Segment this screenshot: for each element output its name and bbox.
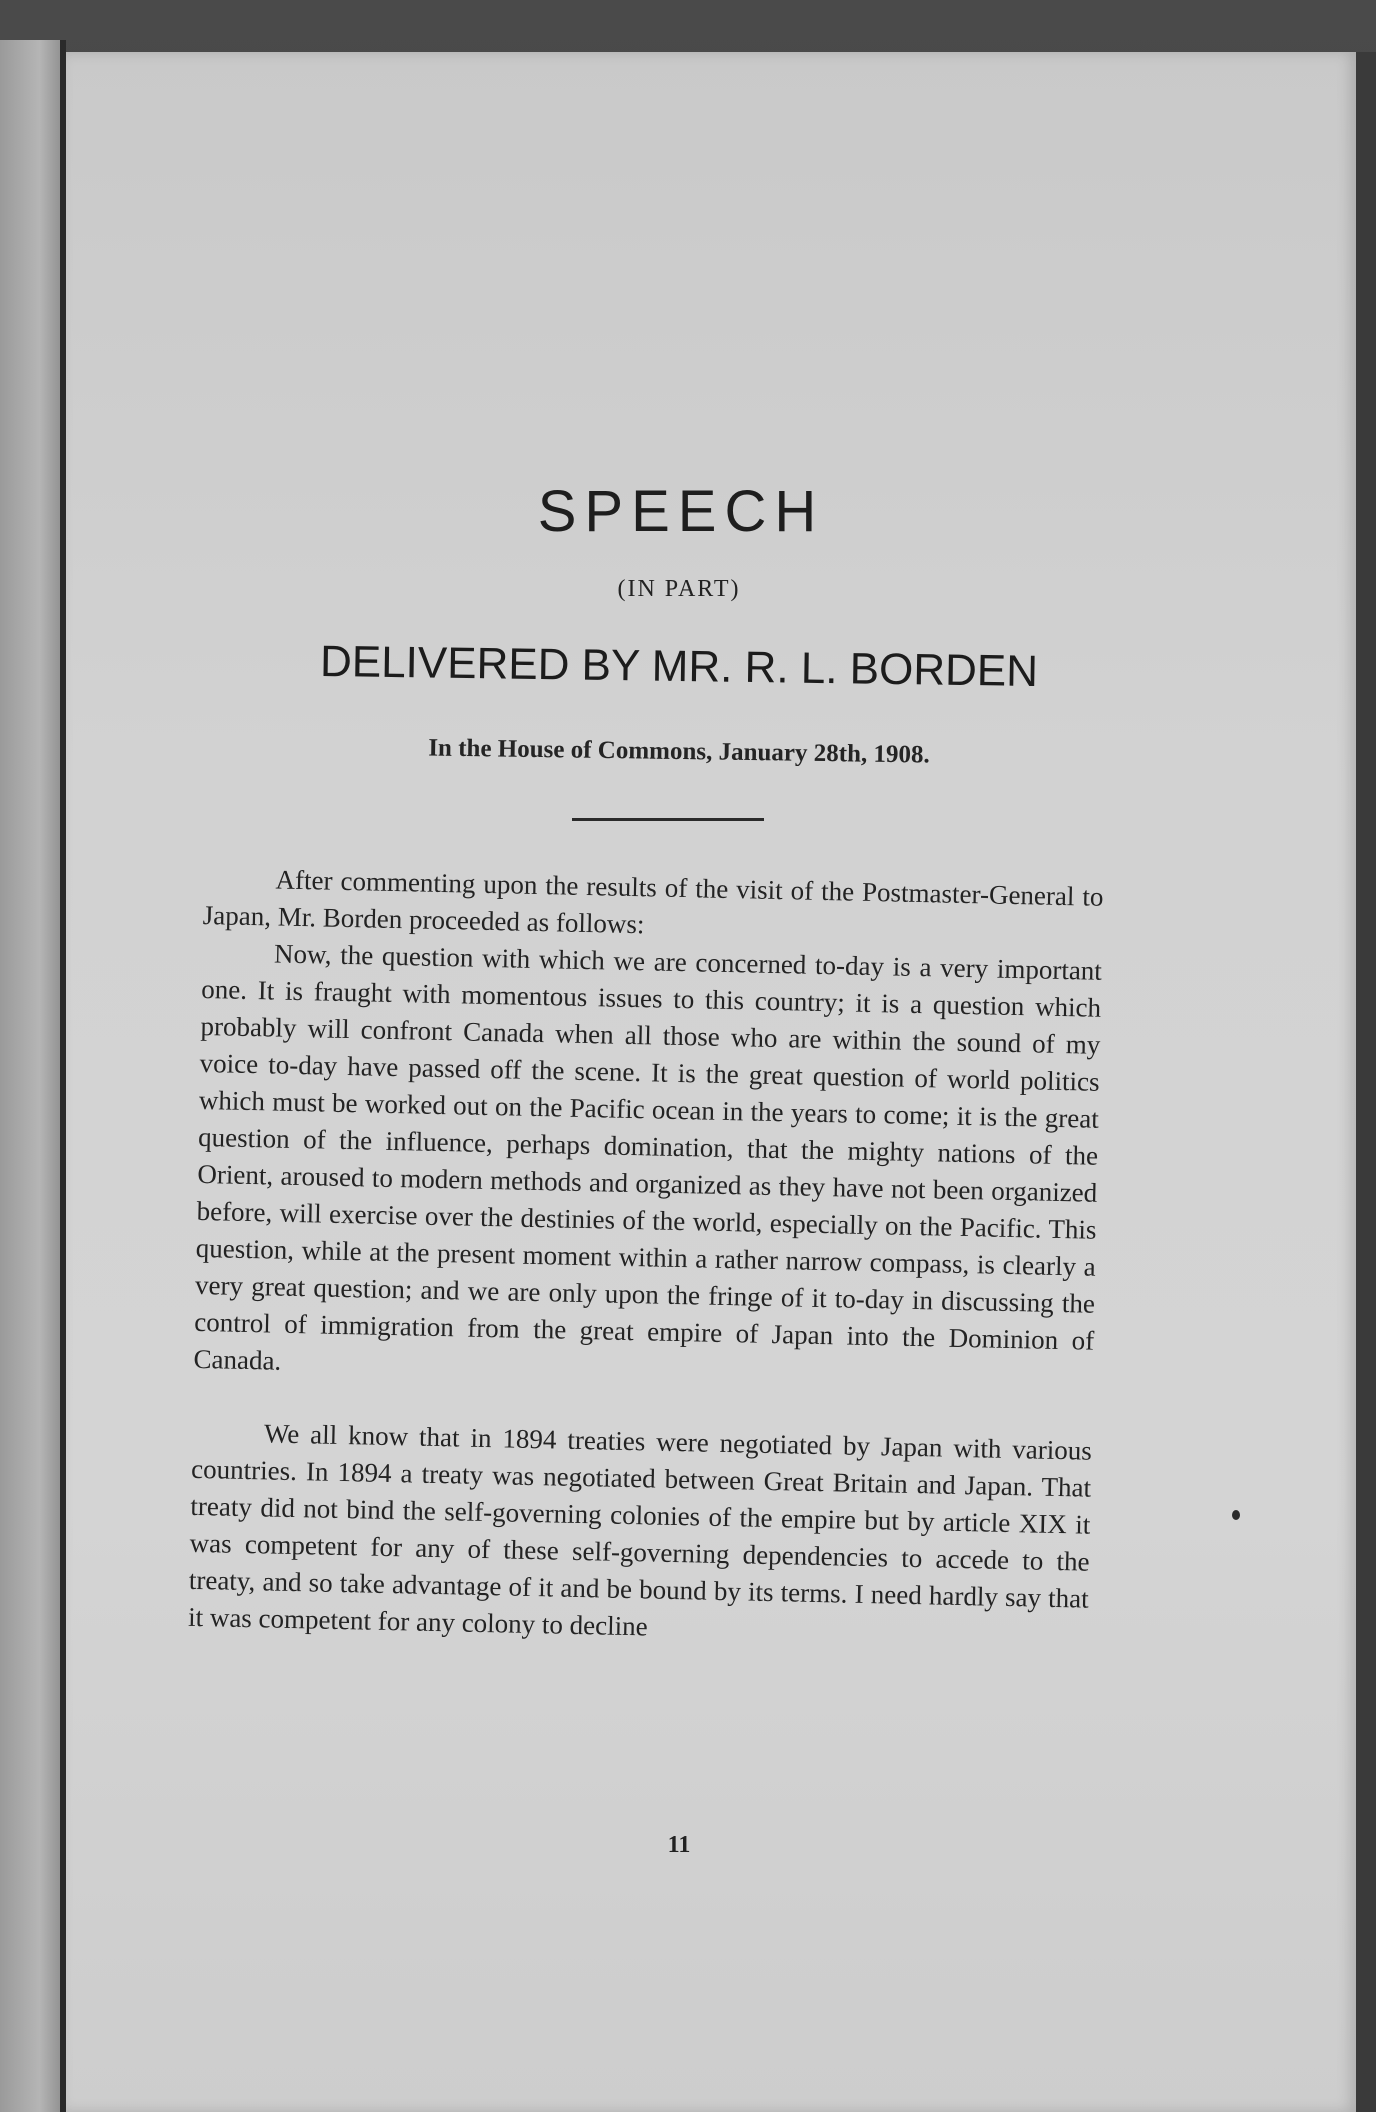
page-number: 11 (667, 1832, 691, 1858)
paragraph: Now, the question with which we are concerned to-day is a very important one. It is fraught with momentous issues to this country; it is a question which probably will confront Canada when all those who are within the sound of my voice to-day have passed off the scene. It is the great question of world politics which must be worked out on the Pacific ocean in the years to come; it is the great question of the influence, perhaps domination, that the mighty nations of the Orient, aroused to modern methods and organized as they have not been organized before, will exercise over the destinies of the world, especially on the Pacific. This question, while at the present moment within a rather narrow compass, is clearly a very great question; and we are only upon the fringe of it to-day in discussing the control of immigration from the great empire of Japan into the Dominion of Canada. (193, 938, 1103, 1376)
intro-paragraph: After commenting upon the results of the visit of the Postmaster-General to Japan, Mr. Borden proceeded as follows: (202, 864, 1104, 940)
facing-page-edge (0, 40, 66, 2112)
page-right-edge (1356, 52, 1376, 2112)
dateline: In the House of Commons, January 28th, 1908. (428, 734, 930, 769)
speech-body (188, 860, 1104, 1655)
ink-speck (1232, 1510, 1240, 1520)
divider-rule (572, 818, 764, 821)
page-title: SPEECH (537, 479, 825, 544)
subtitle: (IN PART) (617, 576, 741, 602)
speaker-heading: DELIVERED BY MR. R. L. BORDEN (319, 636, 1039, 697)
paragraph: We all know that in 1894 treaties were negotiated by Japan with various countries. In 1894 a treaty was negotiated between Great Britain and Japan. That treaty did not bind the self-governing colonies of the empire but by article XIX it was competent for any of these self-governing dependencies to accede to the treaty, and so take advantage of it and be bound by its terms. I need hardly say that it was competent for any colony to decline (187, 1418, 1093, 1642)
